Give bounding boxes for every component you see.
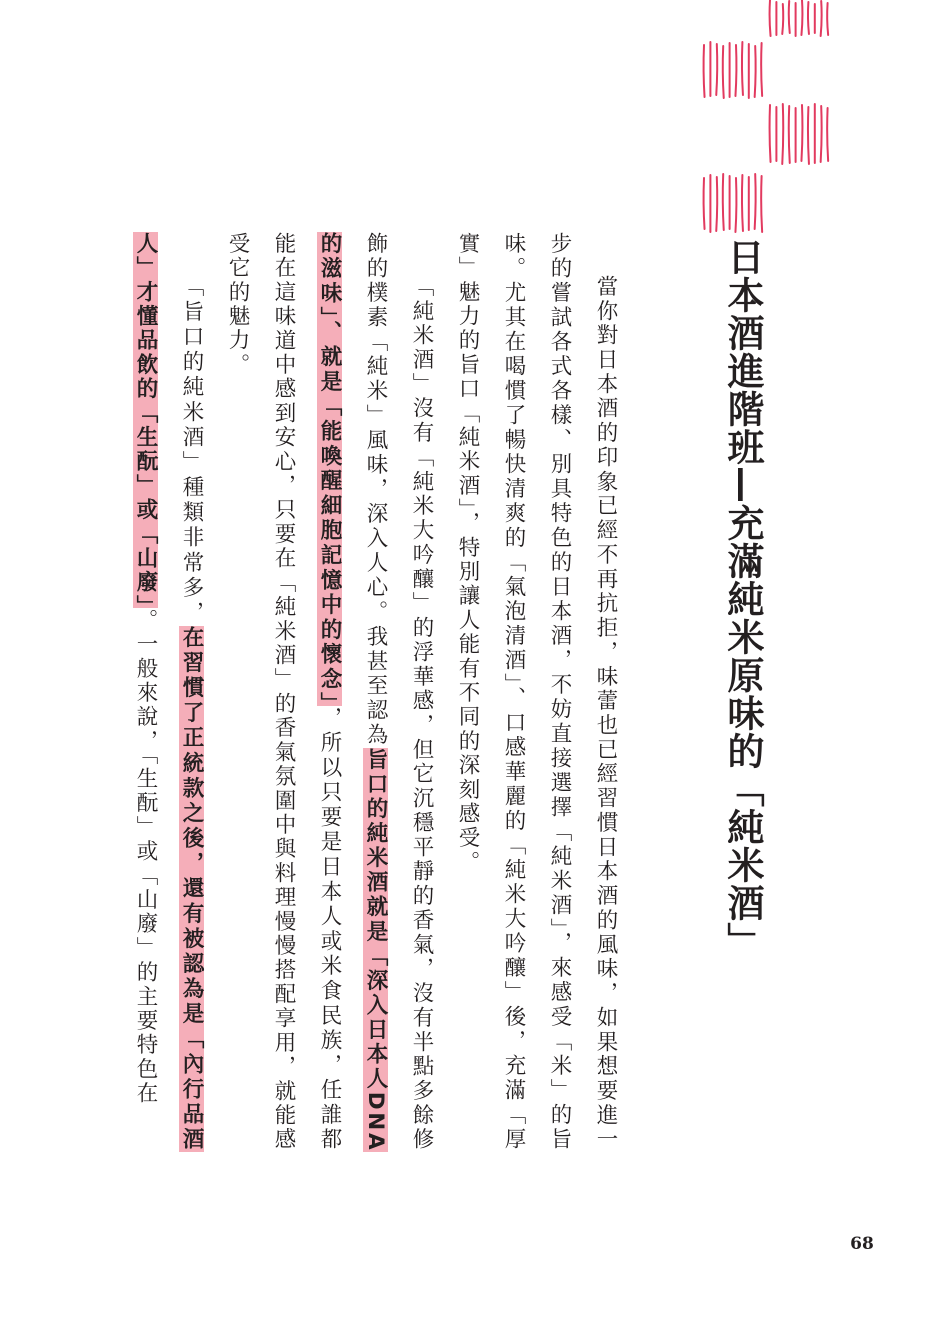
tick-mark (761, 176, 762, 232)
tick-mark (801, 105, 802, 161)
tick-mark (755, 46, 756, 97)
tick-mark (704, 178, 705, 229)
chapter-title: 日本酒進階班—充滿純米原味的「純米酒」 (721, 238, 764, 960)
text-segment: ，所以只要是日本人或米食民族，任誰都能在這味道中感到安心，只要在「純米酒」的香氣氛圍中與料理慢慢搭配享用，就能感受它的魅力。 (225, 232, 342, 1153)
tick-mark (716, 177, 717, 231)
tick-mark (761, 43, 762, 96)
tick-mark (801, 0, 802, 35)
tick-mark (742, 175, 743, 231)
body-text (133, 232, 628, 1153)
tick-mark (782, 4, 783, 34)
tick-mark (716, 44, 717, 95)
tick-mark (821, 106, 822, 162)
paragraph (444, 232, 628, 1152)
tick-mark (770, 105, 771, 162)
tick-mark (808, 2, 809, 34)
text-segment: 「旨口的純米酒」種類非常多， (179, 275, 204, 627)
paragraph (122, 232, 214, 1152)
tick-mark (735, 45, 736, 96)
tick-mark (742, 42, 743, 95)
text-segment: 「純米酒」沒有「純米大吟釀」的浮華感，但它沉穩平靜的香氣，沒有半點多餘修飾的樸素「純米」風味，深入人心。我甚至認為 (363, 232, 434, 1152)
text-segment: 。一般來說，「生酛」或「山廢」的主要特色在 (133, 608, 158, 1106)
tick-mark (782, 104, 783, 164)
highlighted-text: 在習慣了正統款之後，還有被認為是「內行品酒人」才懂品飲的「生酛」或「山廢」 (133, 232, 204, 1152)
tick-mark (821, 1, 822, 36)
tick-mark (723, 174, 724, 230)
tick-mark (808, 107, 809, 164)
tick-mark (770, 0, 771, 36)
tick-mark (789, 1, 790, 33)
red-tick-decoration (700, 0, 840, 240)
text-segment: 當你對日本酒的印象已經不再抗拒，味蕾也已經習慣日本酒的風味，如果想要進一步的嘗試各式各樣、別具特色的日本酒，不妨直接選擇「純米酒」，來感受「米」的旨味。尤其在喝慣了暢快清爽的「氣泡清酒」、口感華麗的「純米大吟釀」後，充滿「厚實」魅力的旨口「純米酒」，特別讓人能有不同的深刻感受。 (455, 232, 618, 1152)
page-number: 68 (850, 1234, 874, 1254)
tick-mark (704, 45, 705, 97)
tick-mark (827, 3, 828, 35)
tick-mark (735, 178, 736, 232)
tick-mark (827, 108, 828, 161)
tick-mark (789, 106, 790, 163)
tick-mark (723, 46, 724, 98)
tick-mark (755, 174, 756, 229)
paragraph (214, 232, 444, 1152)
highlighted-text: 旨口的純米酒就是「深入日本人DNA的滋味」、就是「能喚醒細胞記憶中的懷念」 (317, 232, 388, 1152)
